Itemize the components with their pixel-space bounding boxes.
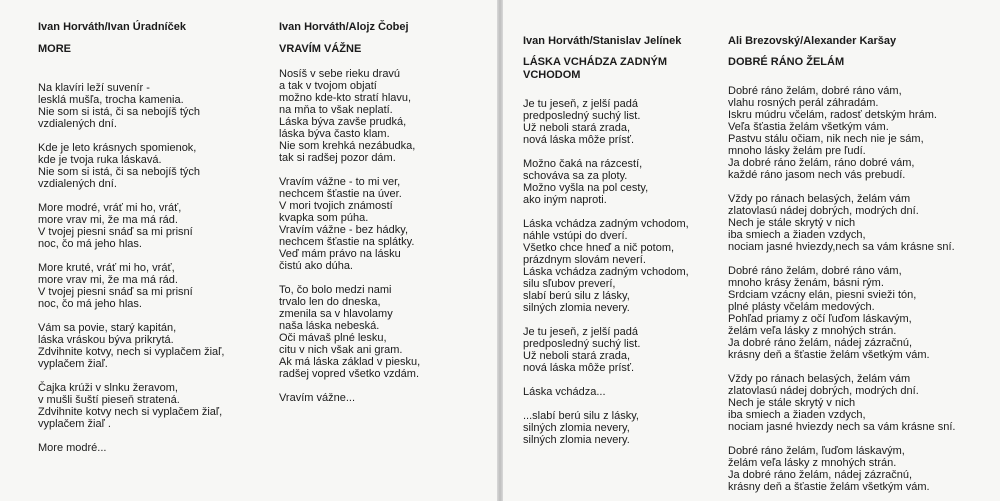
- stanza: Možno čaká na rázcestí, schováva sa za ploty. Možno vyšla na pol cesty, ako iným naproti.: [523, 158, 649, 206]
- stanza: Vravím vážne - to mi ver, nechcem šťastie na úver. V mori tvojich známostí kvapka som púha. Vravím vážne - bez hádky, nechcem šťastie na splátky. Veď mám právo na lásku čistú ako dúha.: [279, 176, 415, 272]
- song-title: DOBRÉ RÁNO ŽELÁM: [728, 56, 845, 68]
- stanza: Dobré ráno želám, ľuďom láskavým, želám veľa lásky z mnohých strán. Ja dobré ráno želám, nádej zázračnú, krásny deň a šťastie želám všetkým vám.: [728, 445, 930, 493]
- stanza: ...slabí berú silu z lásky, silných zlomia nevery, silných zlomia nevery.: [523, 410, 639, 446]
- stanza: Na klavíri leží suvenír - lesklá mušľa, trocha kamenia. Nie som si istá, či sa nebojíš tých vzdialených dní.: [38, 82, 201, 130]
- stanza: Láska vchádza...: [523, 386, 606, 398]
- song-title: VRAVÍM VÁŽNE: [279, 43, 362, 55]
- song-column-4: [728, 35, 955, 493]
- booklet-spine: [497, 0, 503, 501]
- stanza: Je tu jeseň, z jelší padá predposledný suchý list. Už neboli stará zrada, nová láska môže prísť.: [523, 98, 641, 146]
- stanza: Vždy po ránach belasých, želám vám zlatovlasú nádej dobrých, modrých dní. Nech je stále skrytý v nich iba smiech a žiaden vzdych, nociam jasné hviezdy,nech sa vám krásne sní.: [728, 193, 955, 253]
- song-author: Ivan Horváth/Ivan Úradníček: [38, 21, 186, 33]
- stanza: Vám sa povie, starý kapitán, láska vráskou býva prikrytá. Zdvihnite kotvy, nech si vyplačem žiaľ, vyplačem žiaľ.: [38, 322, 225, 370]
- song-author: Ivan Horváth/Stanislav Jelínek: [523, 35, 682, 47]
- song-author: Ali Brezovský/Alexander Karšay: [728, 35, 897, 47]
- stanza: Dobré ráno želám, dobré ráno vám, vlahu rosných perál záhradám. Iskru múdru včelám, radosť detským hrám. Veľa šťastia želám všetkým vám. Pastvu stálu očiam, nik nech nie je sám, mnoho lásky želám pre ľudí. Ja dobré ráno želám, ráno dobré vám, každé ráno jasom nech vás prebudí.: [728, 85, 937, 181]
- song-title: LÁSKA VCHÁDZA ZADNÝM VCHODOM: [523, 56, 668, 81]
- song-title: MORE: [38, 43, 71, 55]
- stanza: More modré, vráť mi ho, vráť, more vrav mi, že ma má rád. V tvojej piesni snáď sa mi prisní noc, čo má jeho hlas.: [38, 202, 193, 250]
- song-column-2: [279, 21, 420, 404]
- song-author: Ivan Horváth/Alojz Čobej: [279, 21, 409, 33]
- stanza: Vravím vážne...: [279, 392, 356, 404]
- stanza: Nosíš v sebe rieku dravú a tak v tvojom objatí možno kde-kto stratí hlavu, na mňa to však neplatí. Láska býva zavše prudká, láska býva často klam. Nie som krehká nezábudka, tak si radšej pozor dám.: [279, 68, 416, 164]
- stanza: Dobré ráno želám, dobré ráno vám, mnoho krásy ženám, básni rým. Srdciam vzácny elán, piesni svieži tón, plné plásty včelám medových. Pohľad priamy z očí ľuďom láskavým, želám veľa lásky z mnohých strán. Ja dobré ráno želám, nádej zázračnú, krásny deň a šťastie želám všetkým vám.: [728, 265, 930, 361]
- stanza: Kde je leto krásnych spomienok, kde je tvoja ruka láskavá. Nie som si istá, či sa nebojíš tých vzdialených dní.: [38, 142, 201, 190]
- stanza: Vždy po ránach belasých, želám vám zlatovlasú nádej dobrých, modrých dní. Nech je stále skrytý v nich iba smiech a žiaden vzdych, nociam jasné hviezdy nech sa vám krásne sní.: [728, 373, 956, 433]
- stanza: Je tu jeseň, z jelší padá predposledný suchý list. Už neboli stará zrada, nová láska môže prísť.: [523, 326, 641, 374]
- song-column-3: [523, 35, 689, 446]
- song-column-1: [38, 21, 224, 454]
- stanza: Láska vchádza zadným vchodom, náhle vstúpi do dverí. Všetko chce hneď a nič potom, prázdnym slovám neverí. Láska vchádza zadným vchodom, silu sľubov preverí, slabí berú silu z lásky, silných zlomia nevery.: [523, 218, 689, 314]
- stanza: More kruté, vráť mi ho, vráť, more vrav mi, že ma má rád. V tvojej piesni snáď sa mi prisní noc, čo má jeho hlas.: [38, 262, 193, 310]
- stanza: To, čo bolo medzi nami trvalo len do dneska, zmenila sa v hlavolamy naša láska nebeská. Oči mávaš plné lesku, citu v nich však ani gram. Ak má láska základ v piesku, radšej vopred všetko vzdám.: [279, 284, 421, 380]
- stanza: Čajka krúži v slnku žeravom, v mušli šuští pieseň stratená. Zdvihnite kotvy nech si vyplačem žiaľ, vyplačem žiaľ .: [38, 382, 223, 430]
- stanza: More modré...: [38, 442, 107, 454]
